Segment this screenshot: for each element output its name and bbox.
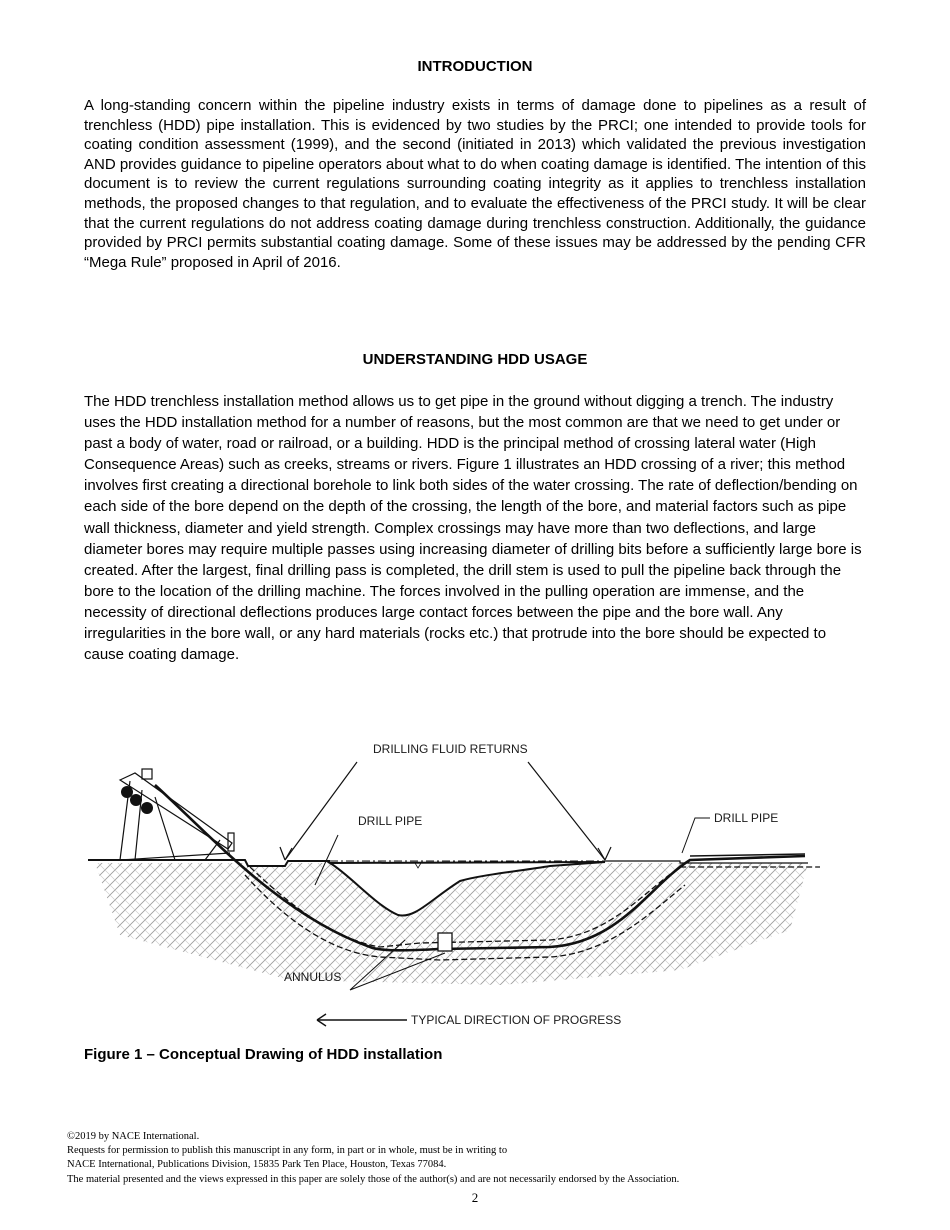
label-drill-pipe-right: DRILL PIPE — [714, 811, 779, 825]
rig-wheel-1 — [121, 786, 133, 798]
rig-wheel-3 — [141, 802, 153, 814]
hdd-usage-heading: UNDERSTANDING HDD USAGE — [362, 351, 588, 368]
page-number: 2 — [471, 1190, 479, 1205]
label-annulus: ANNULUS — [284, 970, 342, 984]
footer-copyright: ©2019 by NACE International. — [67, 1131, 200, 1142]
label-drill-pipe-center: DRILL PIPE — [358, 814, 423, 828]
drilling-fluid-leader-left — [285, 762, 357, 860]
footer-permission: Requests for permission to publish this manuscript in any form, in part or in whole, must be in writing to — [67, 1145, 508, 1157]
footer-disclaimer: The material presented and the views expressed in this paper are solely those of the author(s) and are not necessarily endorsed by the Association. — [67, 1173, 680, 1185]
label-drilling-fluid-returns: DRILLING FLUID RETURNS — [373, 742, 528, 756]
label-direction: TYPICAL DIRECTION OF PROGRESS — [411, 1013, 622, 1027]
ground-surface-right — [605, 861, 808, 863]
introduction-heading: INTRODUCTION — [417, 58, 533, 75]
hdd-figure — [80, 735, 820, 1035]
drill-pipe-right-leader — [682, 818, 710, 853]
figure-caption: Figure 1 – Conceptual Drawing of HDD installation — [84, 1046, 443, 1063]
rig-wheel-2 — [130, 794, 142, 806]
copyright-footer — [67, 1130, 887, 1187]
drilling-fluid-leader-right — [528, 762, 605, 860]
footer-address: NACE International, Publications Division, 15835 Park Ten Place, Houston, Texas 77084. — [67, 1159, 447, 1171]
introduction-paragraph: A long-standing concern within the pipeline industry exists in terms of damage done to pipelines as a result of trenchless (HDD) pipe installation. This is evidenced by two studies by the PRCI; one intended to provide tools for coating condition assessment (1999), and the second (initiated in 2013) which validated the previous investigation AND provides guidance to pipeline operators about what to do when coating damage is identified. The intention of this document is to review the current regulations surrounding coating integrity as it applies to trenchless installation methods, the proposed changes to that regulation, and to evaluate the effectiveness of the PRCI study. It will be clear that the current regulations do not address coating damage during trenchless construction. Additionally, the guidance provided by PRCI permits substantial coating damage. Some of these issues may be addressed by the pending CFR “Mega Rule” proposed in April of 2016. — [84, 97, 866, 271]
drill-rig — [120, 769, 234, 860]
hdd-usage-paragraph: The HDD trenchless installation method allows us to get pipe in the ground without digging a trench. The industry uses the HDD installation method for a number of reasons, but the most common are that we need to get under or past a body of water, road or railroad, or a building. HDD is the principal method of crossing lateral water (High Consequence Areas) such as creeks, streams or rivers. Figure 1 illustrates an HDD crossing of a river; this method involves first creating a directional borehole to link both sides of the water crossing. The rate of deflection/bending on each side of the bore depend on the depth of the crossing, the length of the bore, and material factors such as pipe wall thickness, diameter and yield strength. Complex crossings may have more than two deflections, and large diameter bores may require multiple passes using increasing diameter of drilling bits before a sufficiently large bore is created. After the largest, final drilling pass is completed, the drill stem is used to pull the pipeline back through the bore to the location of the drilling machine. The forces involved in the pulling operation are immense, and the necessity of directional deflections produces large contact forces between the pipe and the bore wall. Any irregularities in the bore wall, or any hard materials (rocks etc.) that protrude into the bore should be expected to cause coating damage. — [84, 393, 862, 664]
reamer — [438, 933, 452, 951]
